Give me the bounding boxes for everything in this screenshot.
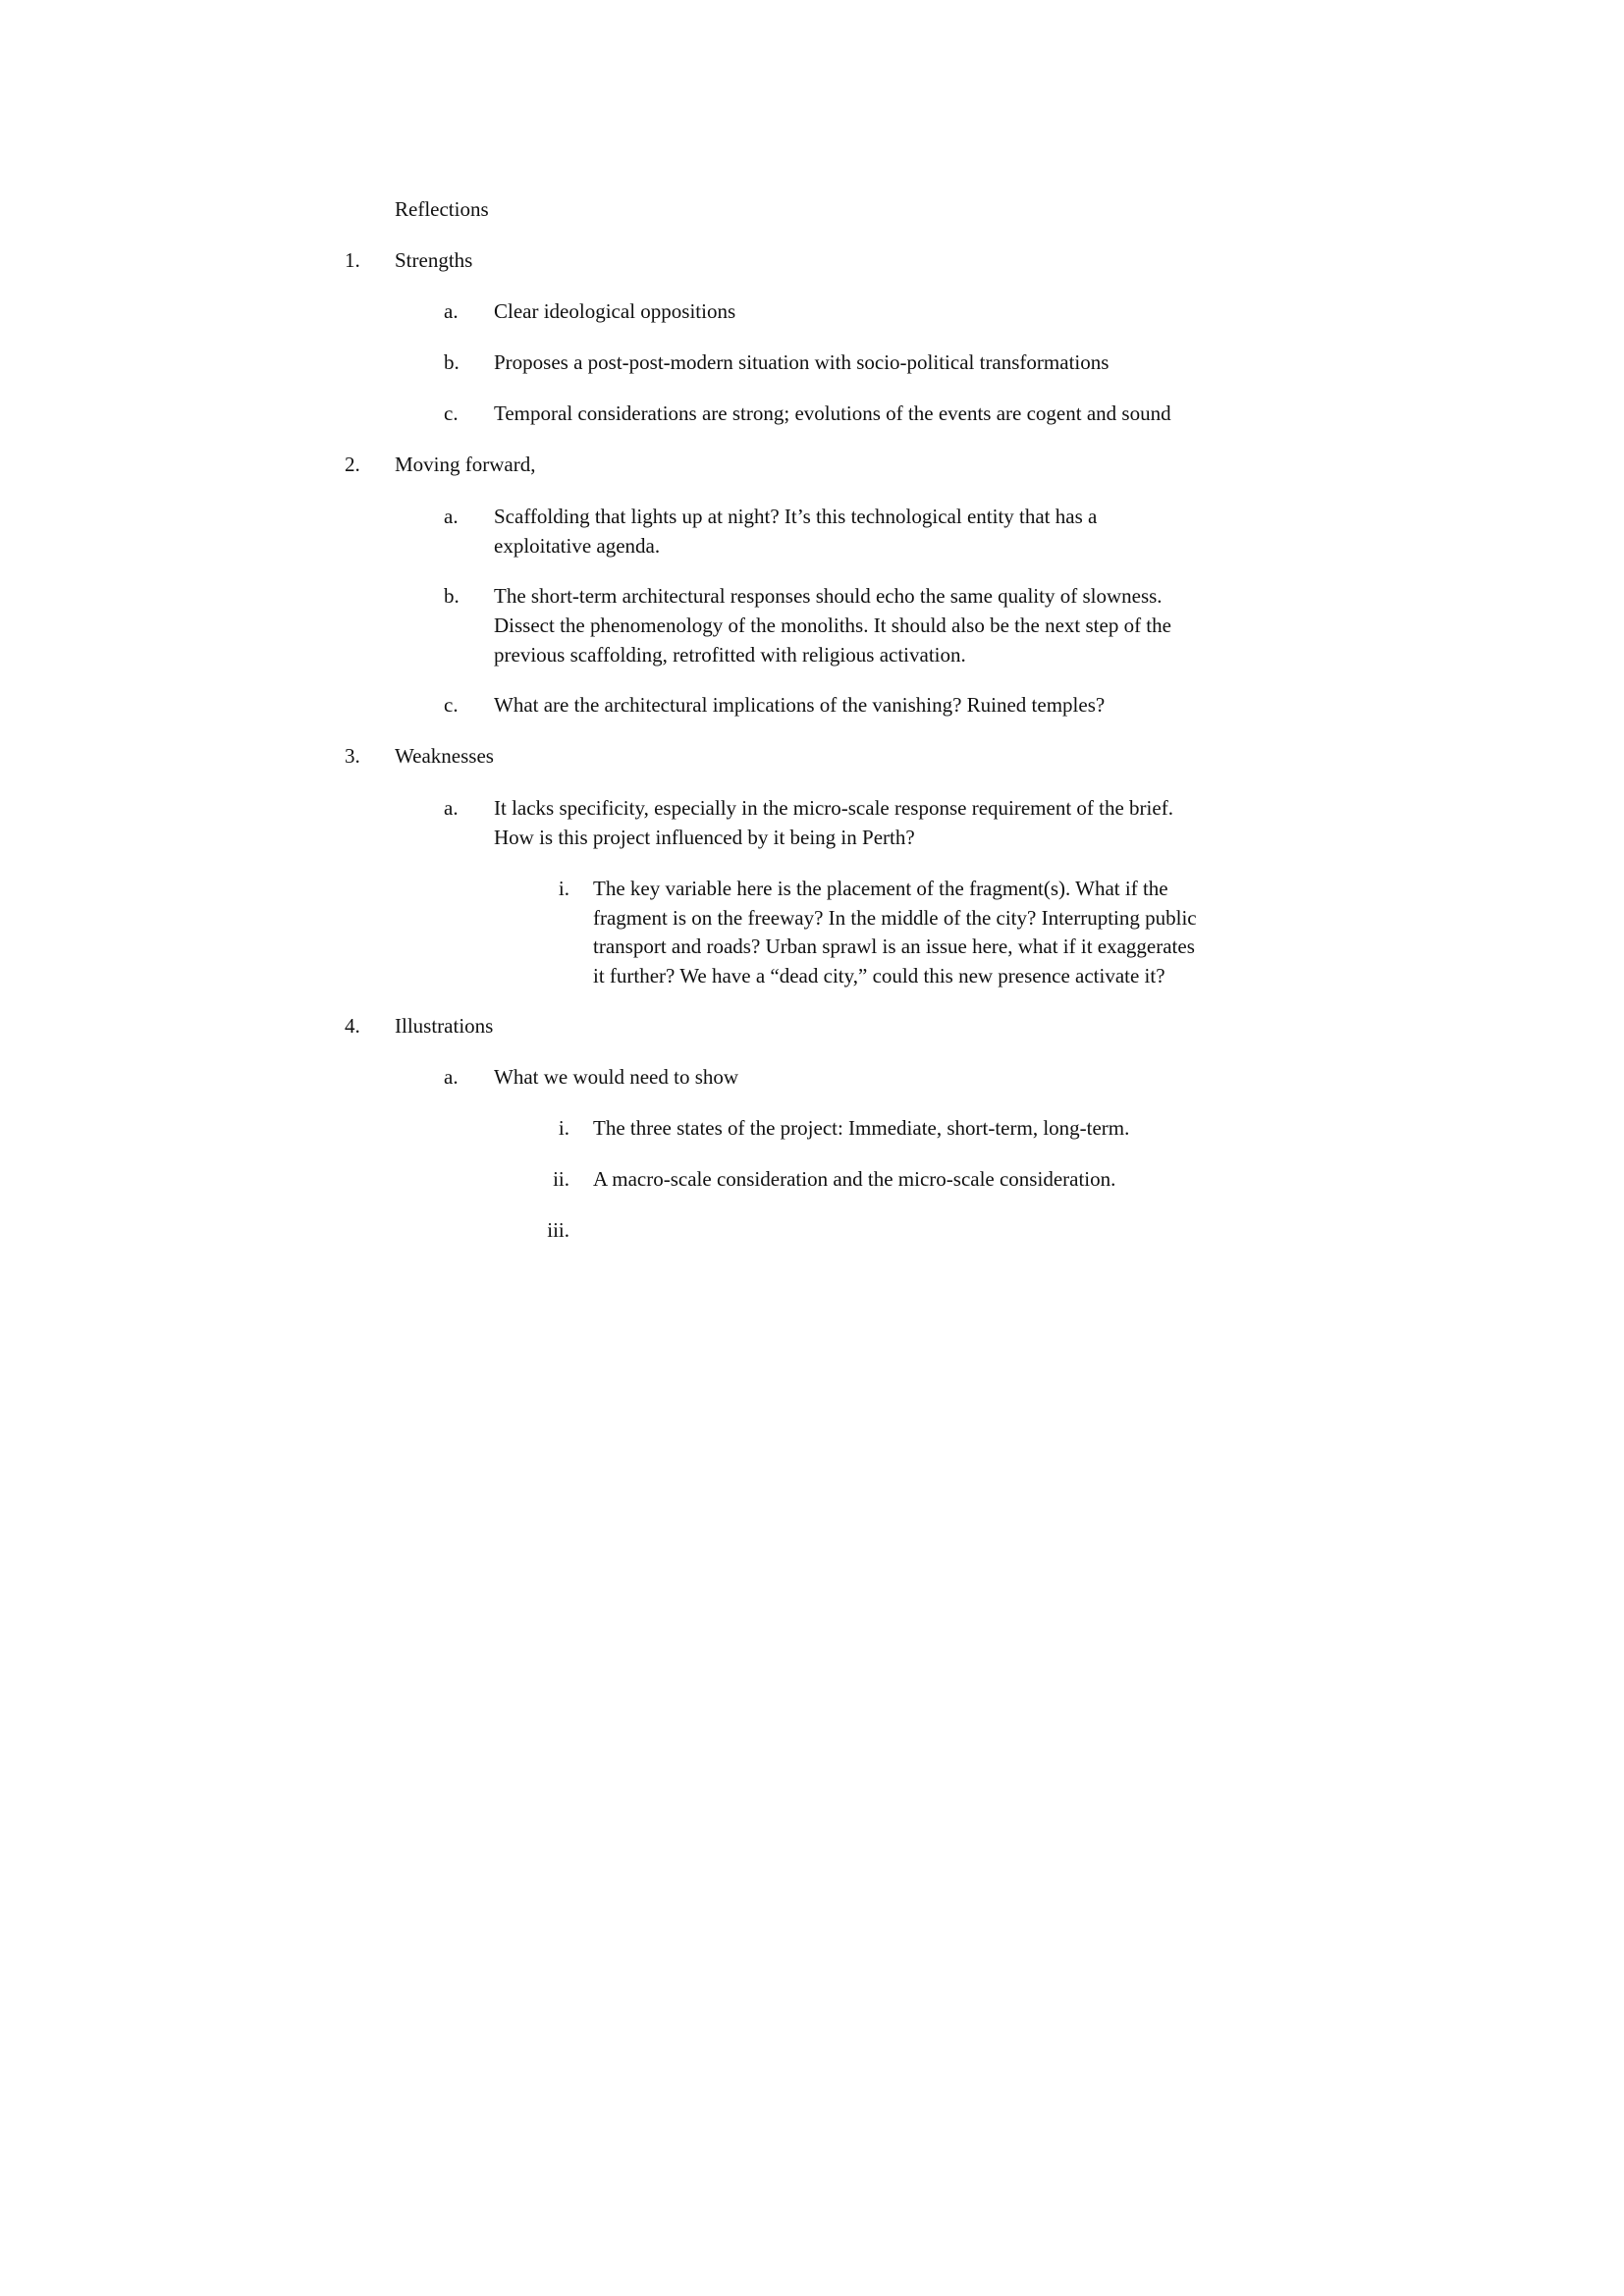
item-text: exploitative agenda. xyxy=(494,534,661,558)
subitem-text: The three states of the project: Immediate, short-term, long-term. xyxy=(593,1116,1130,1140)
section-heading: Illustrations xyxy=(395,1014,494,1038)
item-text: previous scaffolding, retrofitted with religious activation. xyxy=(494,643,966,667)
item-text: What we would need to show xyxy=(494,1065,739,1089)
item-text: Clear ideological oppositions xyxy=(494,299,736,323)
section-heading: Moving forward, xyxy=(395,453,536,476)
item-text: Proposes a post-post-modern situation with socio-political transformations xyxy=(494,350,1110,374)
subitem-text: it further? We have a “dead city,” could this new presence activate it? xyxy=(593,964,1165,988)
item-marker: b. xyxy=(444,350,460,374)
subitem-text: fragment is on the freeway? In the middle of the city? Interrupting public xyxy=(593,906,1197,930)
subitem-text: The key variable here is the placement of the fragment(s). What if the xyxy=(593,877,1168,900)
subitem-marker: iii. xyxy=(547,1218,569,1242)
section-heading: Weaknesses xyxy=(395,744,494,768)
subitem-text: transport and roads? Urban sprawl is an issue here, what if it exaggerates xyxy=(593,934,1195,958)
item-marker: c. xyxy=(444,693,459,717)
section-number: 4. xyxy=(345,1014,360,1038)
item-text: How is this project influenced by it being in Perth? xyxy=(494,826,915,849)
subitem-marker: i. xyxy=(558,877,569,900)
item-text: Temporal considerations are strong; evolutions of the events are cogent and sound xyxy=(494,401,1171,425)
section-number: 3. xyxy=(345,744,360,768)
item-marker: a. xyxy=(444,299,459,323)
item-text: What are the architectural implications of the vanishing? Ruined temples? xyxy=(494,693,1106,717)
section-number: 2. xyxy=(345,453,360,476)
document-title: Reflections xyxy=(395,197,489,221)
subitem-marker: i. xyxy=(558,1116,569,1140)
item-marker: c. xyxy=(444,401,459,425)
item-text: Scaffolding that lights up at night? It’s this technological entity that has a xyxy=(494,505,1098,528)
item-marker: b. xyxy=(444,584,460,608)
item-marker: a. xyxy=(444,1065,459,1089)
subitem-marker: ii. xyxy=(553,1167,569,1191)
item-text: It lacks specificity, especially in the micro-scale response requirement of the brief. xyxy=(494,796,1173,820)
item-text: Dissect the phenomenology of the monoliths. It should also be the next step of the xyxy=(494,614,1171,637)
item-marker: a. xyxy=(444,796,459,820)
section-number: 1. xyxy=(345,248,360,272)
subitem-text: A macro-scale consideration and the micro-scale consideration. xyxy=(593,1167,1116,1191)
item-marker: a. xyxy=(444,505,459,528)
section-heading: Strengths xyxy=(395,248,473,272)
item-text: The short-term architectural responses should echo the same quality of slowness. xyxy=(494,584,1163,608)
